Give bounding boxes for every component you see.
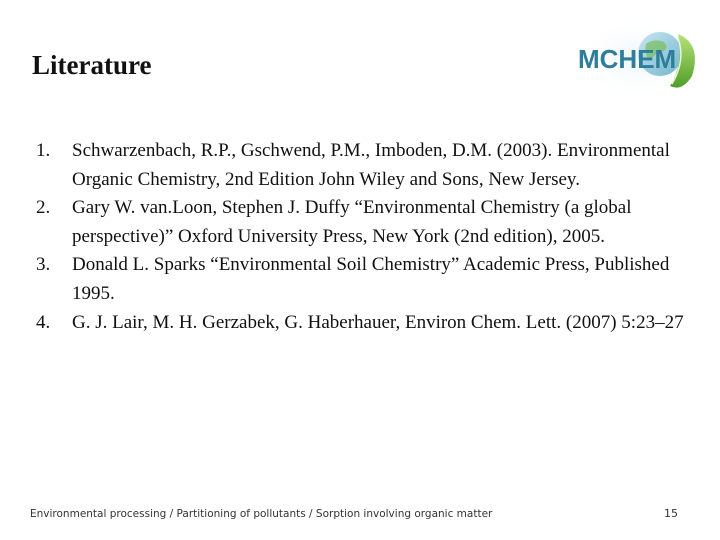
page-number: 15: [664, 507, 678, 520]
footer-text: Environmental processing / Partitioning of pollutants / Sorption involving organic matter: [30, 508, 493, 520]
reference-list: [30, 137, 690, 337]
list-number: 3.: [36, 254, 51, 276]
reference-text: G. J. Lair, M. H. Gerzabek, G. Haberhauer, Environ Chem. Lett. (2007) 5:23–27: [72, 311, 684, 333]
logo-text: MCHEM: [578, 44, 677, 74]
list-number: 2.: [36, 197, 51, 219]
list-item: [30, 251, 690, 308]
reference-text: Donald L. Sparks “Environmental Soil Chemistry” Academic Press, Published 1995.: [72, 254, 670, 304]
list-item: [30, 309, 690, 338]
list-item: [30, 137, 690, 194]
list-item: [30, 194, 690, 251]
slide-title: Literature: [32, 50, 152, 80]
list-number: 4.: [36, 311, 51, 333]
reference-text: Schwarzenbach, R.P., Gschwend, P.M., Imboden, D.M. (2003). Environmental Organic Chemistry, 2nd Edition John Wiley and Sons, New Jersey.: [72, 140, 670, 190]
reference-text: Gary W. van.Loon, Stephen J. Duffy “Environmental Chemistry (a global perspective)” Oxford University Press, New York (2nd edition), 2005.: [72, 197, 632, 247]
list-number: 1.: [36, 140, 51, 161]
mchem-logo: [574, 14, 704, 102]
globe-leaf-logo-icon: [574, 14, 704, 102]
